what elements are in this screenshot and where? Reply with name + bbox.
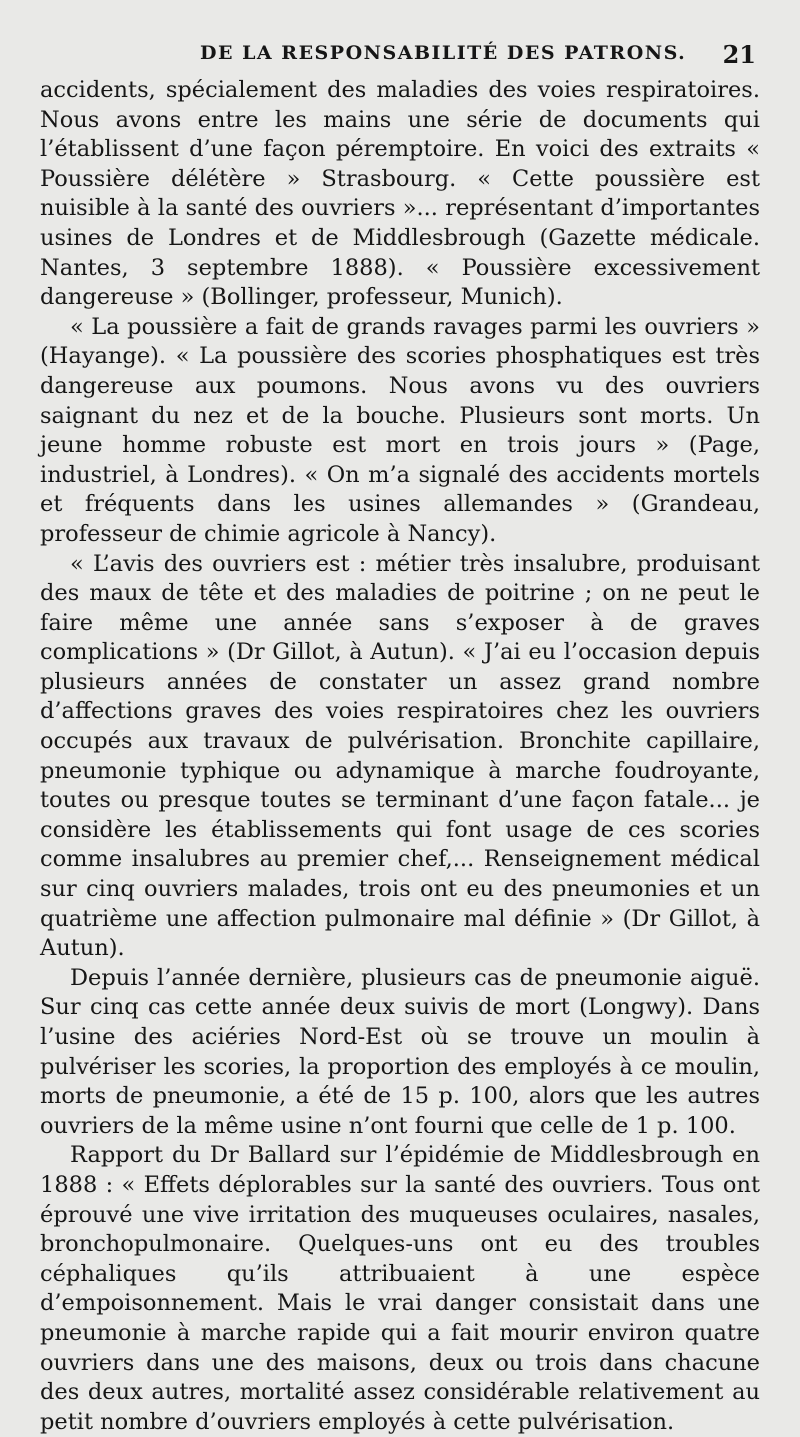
- running-head: [40, 42, 760, 76]
- body-text: [40, 76, 760, 1437]
- page-number: 21: [722, 40, 756, 69]
- paragraph-continuation: accidents, spécialement des maladies des voies respiratoires. Nous avons entre les mains une série de documents qui l’établissent d’une façon péremptoire. En voici des extraits « Poussière délétère » Strasbourg. « Cette poussière est nuisible à la santé des ouvriers »... représentant d’importantes usines de Londres et de Middlesbrough (Gazette médicale. Nantes, 3 septembre 1888). « Poussière excessivement dangereuse » (Bollinger, professeur, Munich).: [40, 77, 760, 311]
- paragraph: « La poussière a fait de grands ravages parmi les ouvriers » (Hayange). « La poussière des scories phosphatiques est très dangereuse aux poumons. Nous avons vu des ouvriers saignant du nez et de la bouche. Plusieurs sont morts. Un jeune homme robuste est mort en trois jours » (Page, industriel, à Londres). « On m’a signalé des accidents mortels et fréquents dans les usines allemandes » (Grandeau, professeur de chimie agricole à Nancy).: [40, 313, 760, 547]
- paragraph: Rapport du Dr Ballard sur l’épidémie de Middlesbrough en 1888 : « Effets déplorables sur la santé des ouvriers. Tous ont éprouvé une vive irritation des muqueuses oculaires, nasales, bronchopulmonaire. Quelques-uns ont eu des troubles céphaliques qu’ils attribuaient à une espèce d’empoisonnement. Mais le vrai danger consistait dans une pneumonie à marche rapide qui a fait mourir environ quatre ouvriers dans une des maisons, deux ou trois dans chacune des deux autres, mortalité assez considérable relativement au petit nombre d’ouvriers employés à cette pulvérisation.: [40, 1142, 760, 1435]
- running-header-title: DE LA RESPONSABILITÉ DES PATRONS.: [200, 42, 687, 64]
- paragraph: Depuis l’année dernière, plusieurs cas de pneumonie aiguë. Sur cinq cas cette année deux suivis de mort (Longwy). Dans l’usine des aciéries Nord-Est où se trouve un moulin à pulvériser les scories, la proportion des employés à ce moulin, morts de pneumonie, a été de 15 p. 100, alors que les autres ouvriers de la même usine n’ont fourni que celle de 1 p. 100.: [40, 964, 760, 1139]
- paragraph: « L’avis des ouvriers est : métier très insalubre, produisant des maux de tête et des maladies de poitrine ; on ne peut le faire même une année sans s’exposer à de graves complications » (Dr Gillot, à Autun). « J’ai eu l’occasion depuis plusieurs années de constater un assez grand nombre d’affections graves des voies respiratoires chez les ouvriers occupés aux travaux de pulvérisation. Bronchite capillaire, pneumonie typhique ou adynamique à marche foudroyante, toutes ou presque toutes se terminant d’une façon fatale... je considère les établissements qui font usage de ces scories comme insalubres au premier chef,... Renseignement médical sur cinq ouvriers malades, trois ont eu des pneumonies et un quatrième une affection pulmonaire mal définie » (Dr Gillot, à Autun).: [40, 550, 760, 962]
